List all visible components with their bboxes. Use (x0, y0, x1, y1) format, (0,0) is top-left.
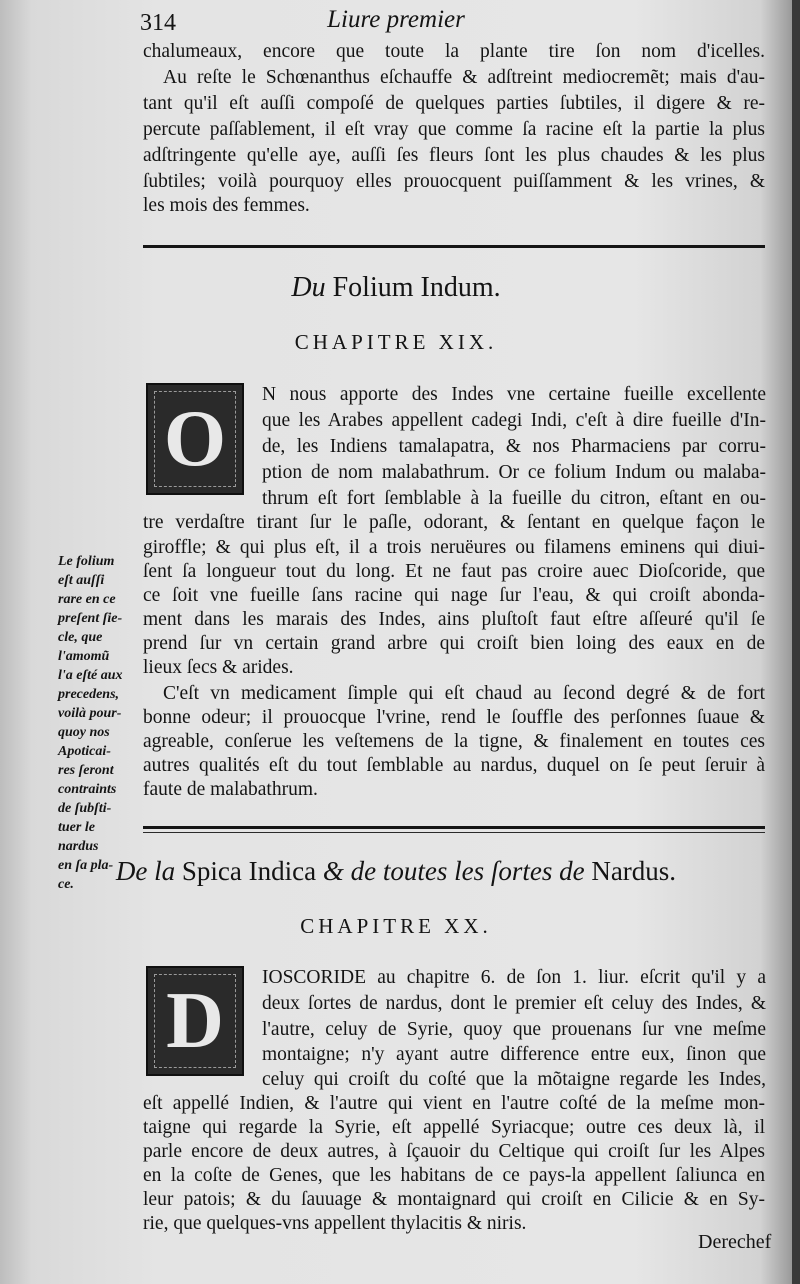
text-line: l'autre, celuy de Syrie, quoy que prouenans ſur vne meſme (262, 1019, 766, 1040)
chapter-heading: CHAPITRE XX. (300, 914, 492, 938)
text-line: les mois des femmes. (143, 195, 310, 216)
text-line: IOSCORIDE au chapitre 6. de ſon 1. liur. eſcrit qu'il y a (262, 967, 766, 988)
text-line: percute paſſablement, il eſt vray que comme ſa racine eſt la partie la plus (143, 119, 765, 140)
text-line: rie, que quelques-vns appellent thylacitis & niris. (143, 1213, 527, 1234)
text-line: adſtringente qu'elle aye, auſſi ſes fleurs ſont les plus chaudes & les plus (143, 145, 765, 166)
chapter-heading: CHAPITRE XIX. (294, 330, 498, 354)
text-line: prend ſur vn certain grand arbre qui croiſt bien loing des eaux en de (143, 633, 765, 654)
text-line: chalumeaux, encore que toute la plante tire ſon nom d'icelles. (143, 41, 765, 62)
text-line: giroffle; & qui plus eſt, il a trois neruëures ou filamens eminens qui diui- (143, 537, 765, 558)
dropcap-initial: D (146, 966, 244, 1076)
text-line: ſent ſa longueur tout du long. Et ne faut pas croire auec Dioſcoride, que (143, 561, 765, 582)
text-line: N nous apporte des Indes vne certaine fueille excellente (262, 384, 766, 405)
text-line: ſubtiles; voilà pourquoy elles prouocquent puiſſamment & les vrines, & (143, 171, 765, 192)
text-line: en la coſte de Genes, que les habitans de ce pays-la appellent ſaliunca en (143, 1165, 765, 1186)
text-line: C'eſt vn medicament ſimple qui eſt chaud au ſecond degré & de fort (163, 683, 765, 704)
text-line: ce ſoit vne fueille ſans racine qui nage ſur l'eau, & qui croiſt abonda- (143, 585, 765, 606)
text-line: thrum eſt fort ſemblable à la fueille du citron, eſtant en ou- (262, 488, 766, 509)
section-divider (143, 826, 765, 829)
dropcap-initial: O (146, 383, 244, 495)
section-divider (143, 245, 765, 248)
text-line: lieux ſecs & arides. (143, 657, 294, 678)
text-line: ment dans les marais des Indes, ains pluſtoſt faut eſtre aſſeuré qu'il ſe (143, 609, 765, 630)
text-line: eſt appellé Indien, & l'autre qui vient en l'autre coſté de la meſme mon- (143, 1093, 765, 1114)
section-divider-thin (143, 832, 765, 833)
running-head: Liure premier (327, 6, 465, 33)
catchword: Derechef (698, 1231, 772, 1253)
text-line: Au reſte le Schœnanthus eſchauffe & adſtreint mediocremẽt; mais d'au- (163, 67, 765, 88)
text-line: montaigne; n'y ayant autre difference entre eux, ſinon que (262, 1044, 766, 1065)
text-line: que les Arabes appellent cadegi Indi, c'eſt à dire fueille d'In- (262, 410, 766, 431)
text-line: deux ſortes de nardus, dont le premier eſt celuy des Indes, & (262, 993, 766, 1014)
page-number: 314 (140, 10, 176, 36)
text-line: autres qualités eſt du tout ſemblable au nardus, duquel on ſe peut ſeruir à (143, 755, 765, 776)
text-line: bonne odeur; il prouocque l'vrine, rend le ſouffle des perſonnes ſuaue & (143, 707, 765, 728)
text-line: tre verdaſtre tirant ſur le paſle, odorant, & ſentant en quelque façon le (143, 512, 765, 533)
text-line: ption de nom malabathrum. Or ce folium Indum ou malaba- (262, 462, 766, 483)
text-line: tant qu'il eſt auſſi compoſé de quelques parties ſubtiles, il digere & re- (143, 93, 765, 114)
text-line: faute de malabathrum. (143, 779, 318, 800)
text-line: agreable, conſerue les veſtemens de la tigne, & finalement en toutes ces (143, 731, 765, 752)
section-title: De la Spica Indica & de toutes les ſortes de Nardus. (115, 856, 677, 886)
text-line: parle encore de deux autres, à ſçauoir du Celtique qui croiſt ſur les Alpes (143, 1141, 765, 1162)
text-line: de, les Indiens tamalapatra, & nos Pharmaciens par corru- (262, 436, 766, 457)
text-line: celuy qui croiſt du coſté que la mõtaigne regarde les Indes, (262, 1069, 766, 1090)
text-line: leur patois; & du ſauuage & montaignard qui croiſt en Cilicie & en Sy- (143, 1189, 765, 1210)
text-line: taigne qui regarde la Syrie, eſt appellé Syriacque; outre ces deux là, il (143, 1117, 765, 1138)
section-title: Du Folium Indum. (291, 272, 501, 303)
margin-note: Le folium eſt auſſi rare en ce preſent ſie- cle, que l'amomũ l'a eſté aux precedens, voilà pour- quoy nos Apoticai- res ſeront contraints de ſubſti- tuer le nardus en ſa pla- ce. (58, 554, 123, 892)
